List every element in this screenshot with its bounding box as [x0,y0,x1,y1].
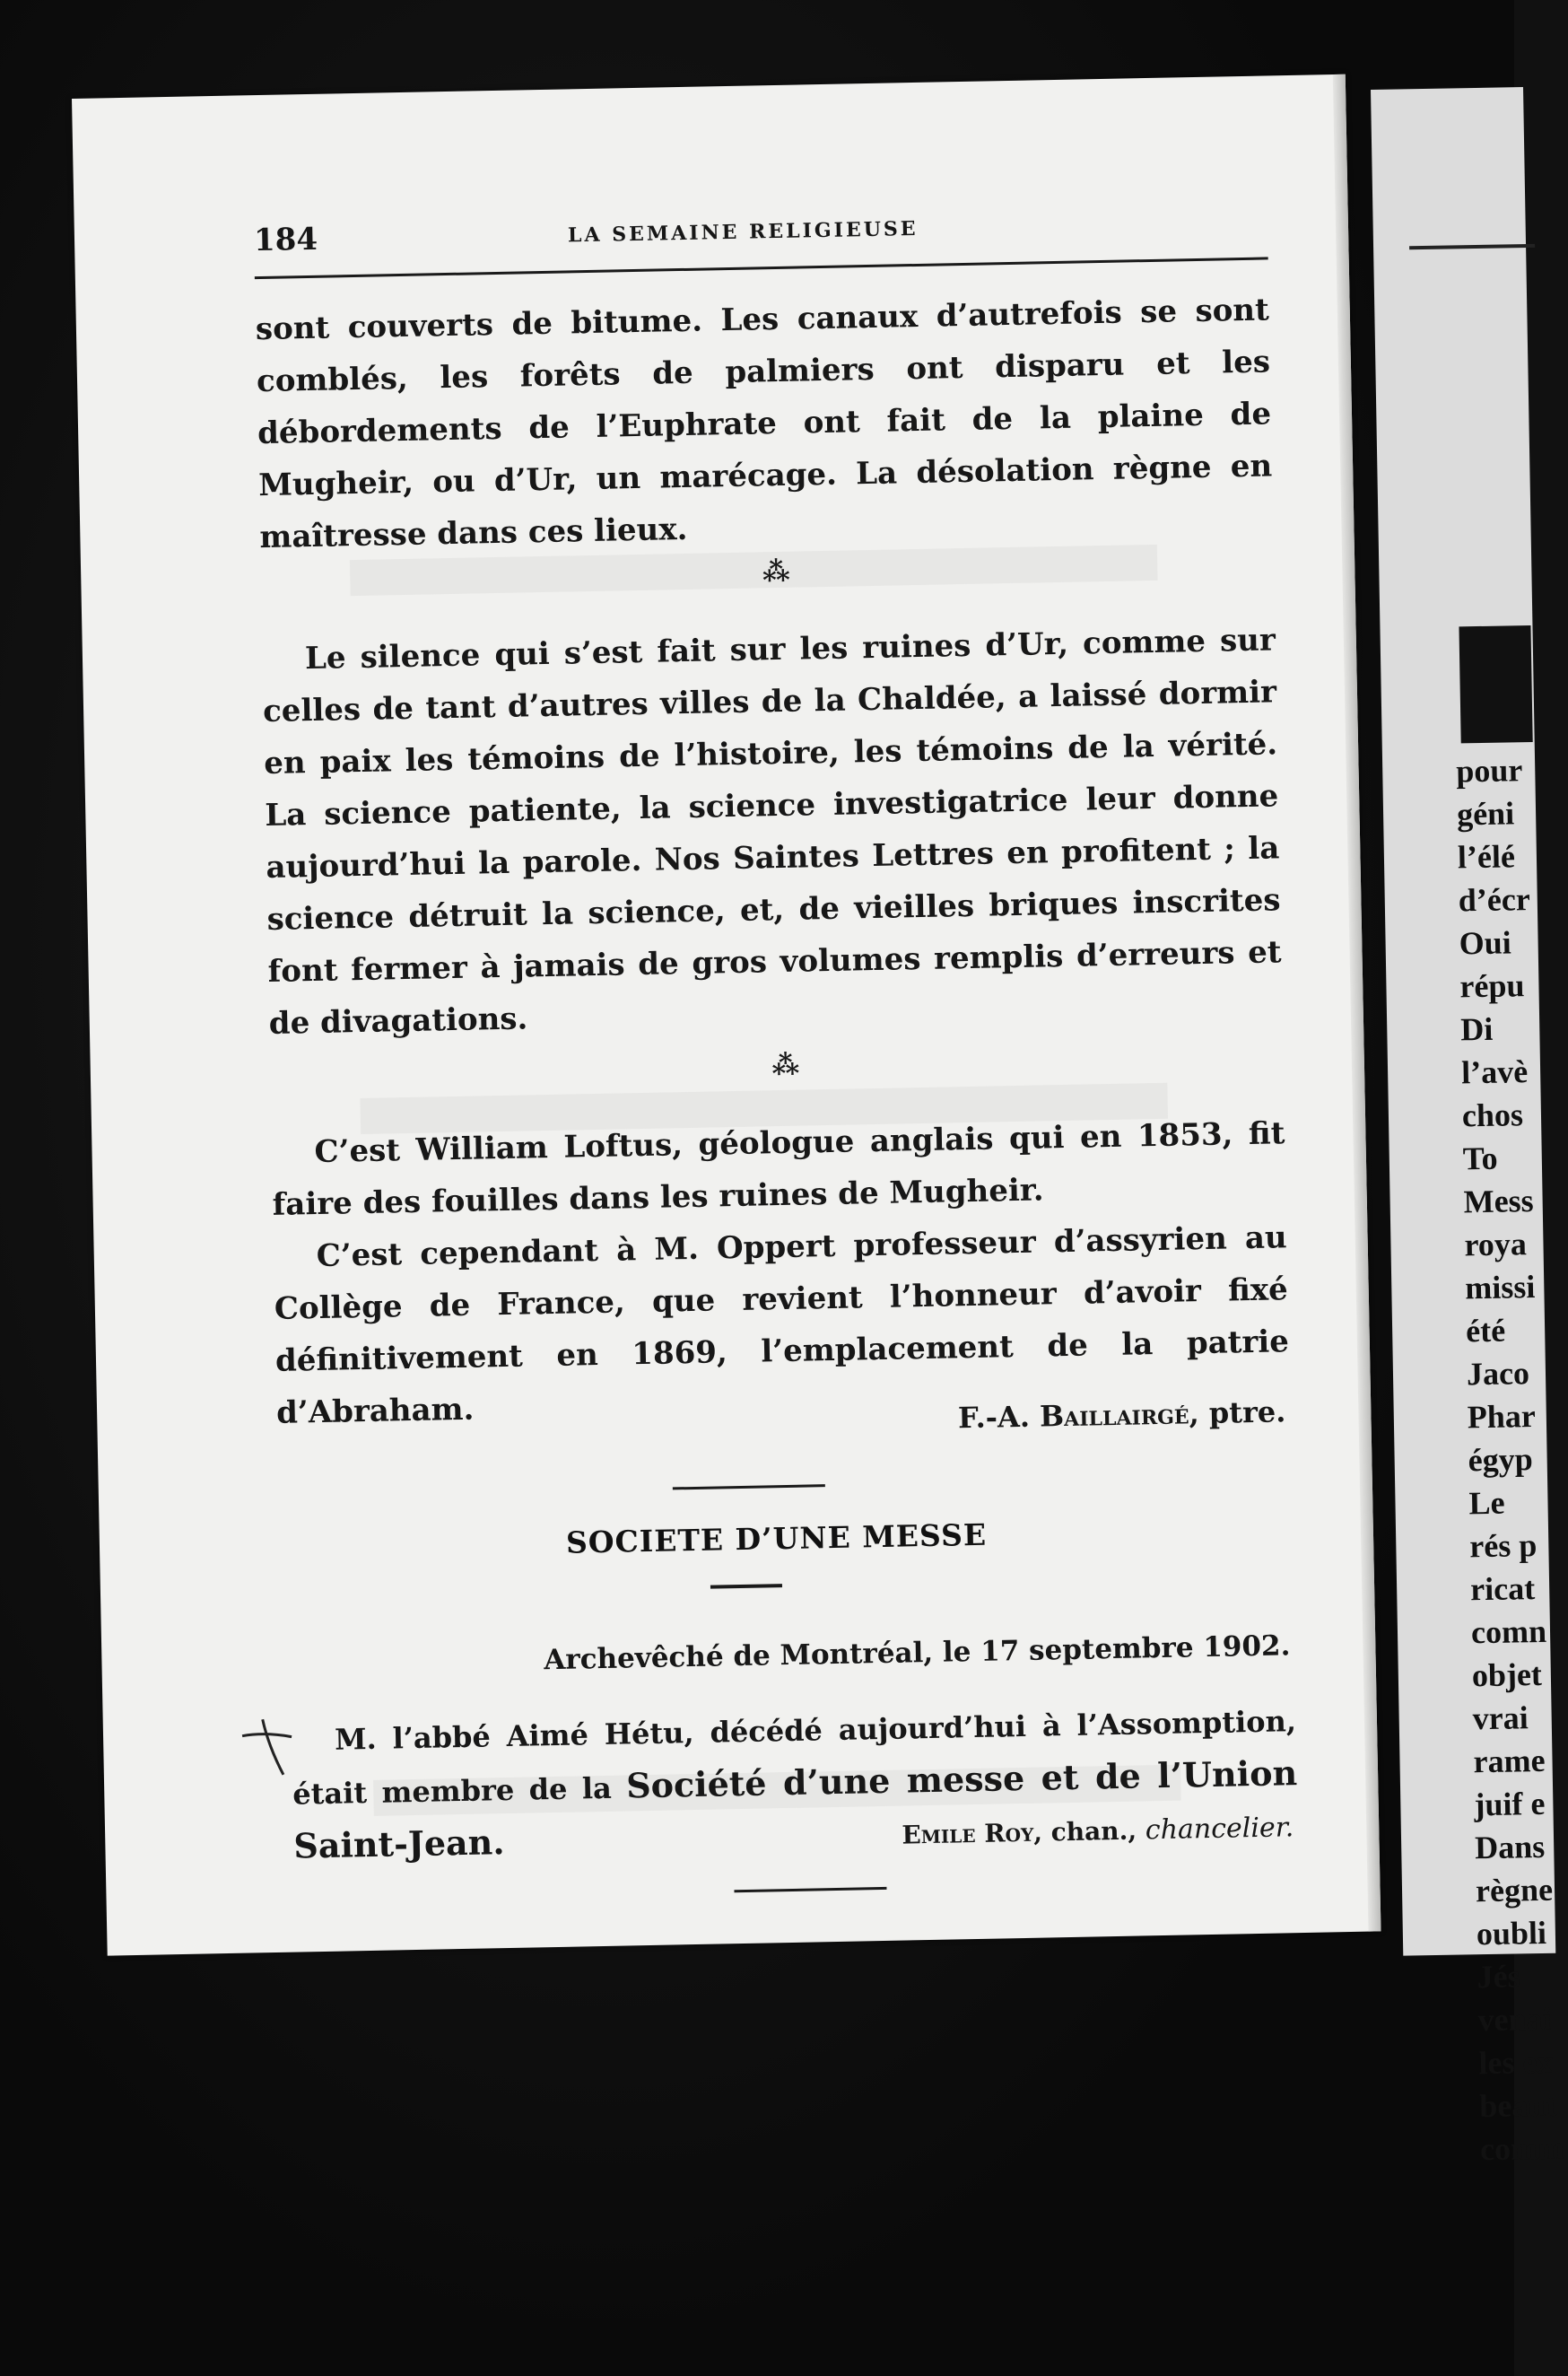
signature-name: Baillairgé [1039,1396,1189,1434]
asterism: ⁂ [771,1049,800,1082]
adjacent-page-fragment: géni [1456,795,1515,833]
title-underline [710,1584,782,1589]
adjacent-page-fragment: objet [1471,1655,1543,1694]
adjacent-page-fragment: Jaco [1466,1355,1530,1393]
paragraph-3 [271,1107,1290,1439]
adjacent-page-fragment: Le [1468,1484,1505,1522]
paragraph-text: C’est William Loftus, géologue anglais qui en 1853, fit faire des fouilles dans les ruines de Mugheir. [272,1115,1285,1223]
notice-emphasis: Société d’une messe et de l’Union Saint-Jean. [292,1752,1298,1866]
adjacent-page-fragment: roya [1464,1226,1528,1263]
adjacent-page-fragment: Di [1459,1010,1494,1048]
adjacent-page-fragment: Phar [1467,1398,1537,1436]
adjacent-page-fragment: vrai [1472,1699,1529,1737]
adjacent-page-fragment: venai [1477,2000,1552,2039]
adjacent-page-fragment: pour [1455,752,1523,790]
adjacent-page-fragment: Oui [1459,924,1511,962]
adjacent-page-fragment: comn [1470,1612,1547,1651]
paragraph-2 [261,614,1283,1050]
adjacent-page-fragment: comm [1479,2129,1565,2168]
chancellor-role: , chan., [1032,1815,1146,1848]
adjacent-page-fragment: les ex [1478,2043,1554,2082]
adjacent-page-fragment: d’écr [1458,881,1531,919]
adjacent-page-fragment: To [1462,1140,1498,1177]
book-page [72,74,1381,1956]
adjacent-page-fragment: juif e [1474,1785,1546,1823]
adjacent-page-fragment: égyp [1468,1441,1534,1479]
signature-initials: F.-A. [957,1399,1031,1436]
adjacent-page-fragment: l’élé [1457,838,1516,876]
paragraph-text: sont couverts de bitume. Les canaux d’autrefois se sont comblés, les forêts de palmiers ont disparu et les débordements de l’Euphrate ont fait de la plaine de Mugheir, ou d’Ur, un marécage. La désolation règne en maîtresse dans ces lieux. [255,292,1273,556]
dateline: Archevêché de Montréal, le 17 septembre 1902. [543,1629,1291,1677]
page-number: 184 [253,221,318,259]
running-head: LA SEMAINE RELIGIEUSE [567,216,919,248]
adjacent-page-fragment: missi [1464,1269,1536,1306]
article-signature [958,1394,1286,1435]
adjacent-page-fragment: Jés [1477,1958,1521,1996]
paragraph-text: Le silence qui s’est fait sur les ruines d’Ur, comme sur celles de tant d’autres villes de la Chaldée, a laissé dormir en paix les témoins de l’histoire, les témoins de la vérité. La science patiente, la science investigatrice leur donne aujourd’hui la parole. Nos Saintes Lettres en profitent ; la science détruit la science, et, de vieilles briques inscrites font fermer à jamais de gros volumes remplis d’erreurs et de divagations. [262,622,1282,1042]
adjacent-page-fragment: règne [1475,1871,1554,1909]
adjacent-page-fragment: beaut [1478,2086,1557,2125]
adjacent-page-fragment: oubli [1476,1914,1547,1952]
paragraph-1 [255,284,1273,563]
notice-part: M. l’abbé Aimé Hétu, décédé aujourd’hui à l’Assomption, était membre de la [292,1704,1297,1812]
closing-rule [734,1887,886,1892]
section-divider [673,1484,825,1489]
adjacent-page-fragment: Dans [1474,1828,1546,1866]
paragraph-text: C’est cependant à M. Oppert professeur d’assyrien au Collège de France, que revient l’honneur d’avoir fixé définitivement en 1869, l’emplacement de la patrie d’Abraham. [274,1219,1290,1431]
asterism: ⁂ [762,555,790,589]
adjacent-page-rule [1409,244,1535,249]
notice-text [292,1695,1299,1874]
adjacent-page-fragment: été [1465,1312,1506,1350]
adjacent-page-fragment: rés p [1468,1527,1538,1565]
signature-title: , ptre. [1189,1394,1286,1431]
adjacent-page [1371,87,1565,2168]
section-title: SOCIETE D’UNE MESSE [565,1516,988,1560]
adjacent-page-fragment: répu [1459,967,1525,1005]
chancellor-title: chancelier. [1145,1812,1294,1847]
adjacent-page-fragment: ricat [1469,1570,1536,1608]
adjacent-page-fragment: rame [1473,1742,1546,1780]
chancellor-name: Emile Roy [902,1817,1034,1850]
adjacent-page-fragment: Mess [1463,1183,1534,1220]
adjacent-page-fragment: chos [1461,1096,1524,1134]
adjacent-page-fragment: l’avè [1460,1053,1529,1091]
page-header [254,204,1259,267]
adjacent-page-dropcap [1459,625,1532,743]
